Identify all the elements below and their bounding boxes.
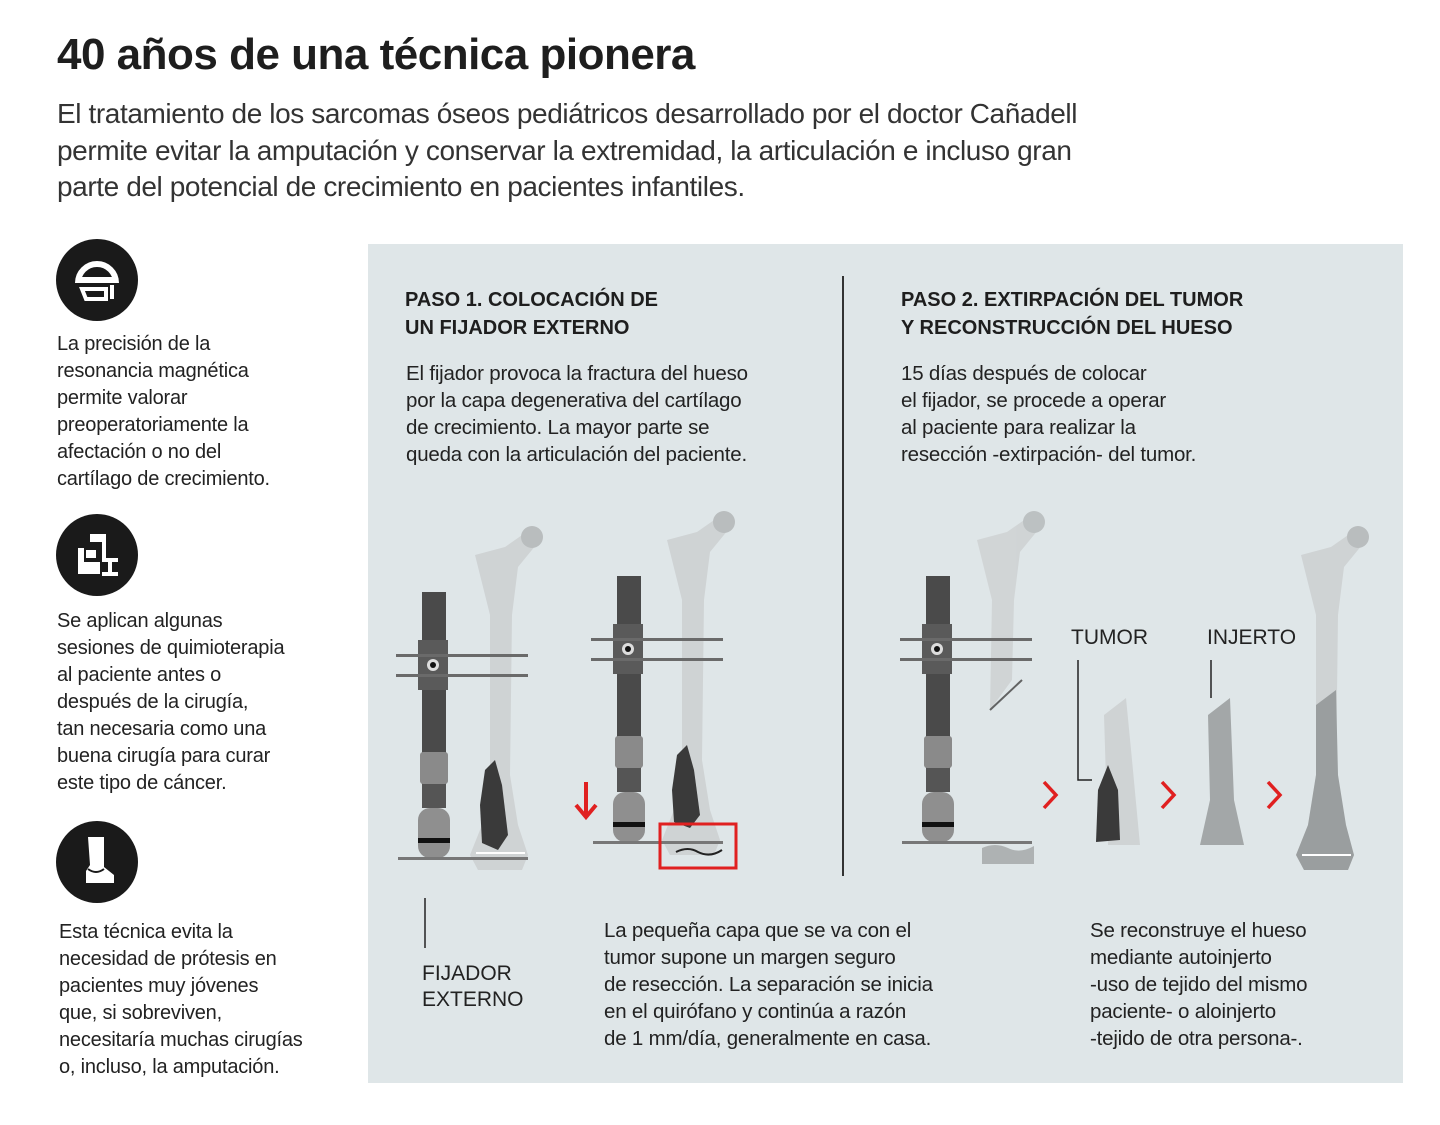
chevron-right-icon xyxy=(1162,782,1174,808)
text-line: 15 días después de colocar xyxy=(901,362,1147,385)
text-line: de crecimiento. La mayor parte se xyxy=(406,416,710,439)
text-line: paciente- o aloinjerto xyxy=(1090,1000,1276,1023)
subtitle-line: parte del potencial de crecimiento en pacientes infantiles. xyxy=(57,171,745,202)
reconstructed-femur xyxy=(1296,526,1369,870)
text-line: necesidad de prótesis en xyxy=(59,948,277,970)
femur-separating xyxy=(662,511,735,855)
step2-heading xyxy=(901,286,1243,342)
step2-text xyxy=(901,360,1196,468)
text-line: sesiones de quimioterapia xyxy=(57,637,285,659)
text-line: resonancia magnética xyxy=(57,360,249,382)
text-line: preoperatoriamente la xyxy=(57,414,249,436)
text-line: por la capa degenerativa del cartílago xyxy=(406,389,742,412)
label-line: FIJADOR xyxy=(422,962,512,985)
text-line: tan necesaria como una xyxy=(57,718,267,740)
text-line: La pequeña capa que se va con el xyxy=(604,919,912,942)
chevron-right-icon xyxy=(1044,782,1056,808)
label-line: EXTERNO xyxy=(422,988,524,1011)
text-line: que, si sobreviven, xyxy=(59,1002,222,1024)
text-line: Se aplican algunas xyxy=(57,610,223,632)
graft-label: INJERTO xyxy=(1207,626,1297,649)
text-line: queda con la articulación del paciente. xyxy=(406,443,747,466)
tumor-label: TUMOR xyxy=(1071,626,1148,649)
text-line: o, incluso, la amputación. xyxy=(59,1056,280,1078)
heading-line: PASO 2. EXTIRPACIÓN DEL TUMOR xyxy=(901,289,1244,311)
text-line: tumor supone un margen seguro xyxy=(604,946,896,969)
text-line: mediante autoinjerto xyxy=(1090,946,1272,969)
text-line: buena cirugía para curar xyxy=(57,745,271,767)
text-line: pacientes muy jóvenes xyxy=(59,975,259,997)
text-line: de resección. La separación se inicia xyxy=(604,973,933,996)
fixator-label xyxy=(422,961,524,1013)
page-title: 40 años de una técnica pionera xyxy=(57,30,695,79)
femur-resected xyxy=(977,511,1045,710)
text-line: Esta técnica evita la xyxy=(59,921,233,943)
text-line: necesitaría muchas cirugías xyxy=(59,1029,303,1051)
subtitle-line: permite evitar la amputación y conservar la extremidad, la articulación e incluso gran xyxy=(57,134,1072,166)
text-line: en el quirófano y continúa a razón xyxy=(604,1000,907,1023)
text-line: permite valorar xyxy=(57,387,188,409)
chevron-right-icon xyxy=(1268,782,1280,808)
heading-line: UN FIJADOR EXTERNO xyxy=(405,317,630,339)
text-line: El fijador provoca la fractura del hueso xyxy=(406,362,748,385)
text-line: Se reconstruye el hueso xyxy=(1090,919,1307,942)
text-line: este tipo de cáncer. xyxy=(57,772,227,794)
step2-note xyxy=(1090,917,1307,1052)
text-line: afectación o no del xyxy=(57,441,222,463)
graft-bone xyxy=(1200,698,1244,845)
subtitle-line: El tratamiento de los sarcomas óseos pediátricos desarrollado por el doctor Cañadell xyxy=(57,98,1078,129)
tumor-leader-line xyxy=(1078,660,1092,780)
text-line: de 1 mm/día, generalmente en casa. xyxy=(604,1027,932,1050)
text-line: -uso de tejido del mismo xyxy=(1090,973,1308,996)
step1-note xyxy=(604,917,933,1052)
step1-text xyxy=(406,360,748,468)
text-line: al paciente antes o xyxy=(57,664,222,686)
text-line: después de la cirugía, xyxy=(57,691,249,713)
arrow-down-icon xyxy=(576,782,596,817)
heading-line: Y RECONSTRUCCIÓN DEL HUESO xyxy=(901,317,1233,339)
text-line: resección -extirpación- del tumor. xyxy=(901,443,1197,466)
text-line: cartílago de crecimiento. xyxy=(57,468,270,490)
text-line: La precisión de la xyxy=(57,333,211,355)
text-line: -tejido de otra persona-. xyxy=(1090,1027,1303,1050)
step1-heading xyxy=(405,286,658,342)
heading-line: PASO 1. COLOCACIÓN DE xyxy=(405,289,658,311)
text-line: al paciente para realizar la xyxy=(901,416,1136,439)
text-line: el fijador, se procede a operar xyxy=(901,389,1167,412)
resected-tumor-segment xyxy=(1096,698,1140,845)
femur-with-tumor xyxy=(470,526,543,870)
